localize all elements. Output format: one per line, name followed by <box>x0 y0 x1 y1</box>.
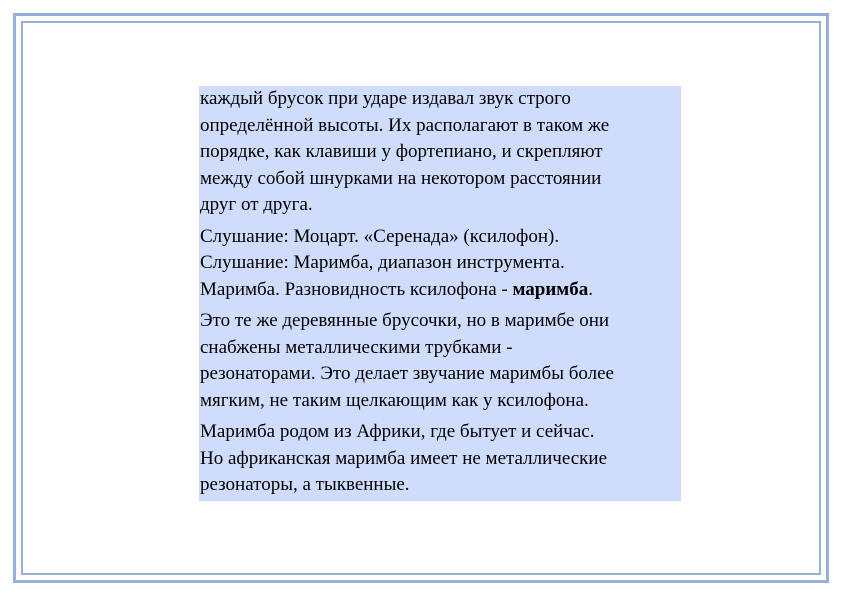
paragraph-description <box>200 86 681 219</box>
text-line: каждый брусок при ударе издавал звук строго <box>200 88 571 109</box>
paragraph-listening <box>200 224 681 304</box>
text-line-marimba <box>200 277 681 304</box>
text-line: резонаторами. Это делает звучание маримбы более <box>200 363 614 384</box>
bold-term-marimba: маримба <box>512 278 589 300</box>
slide-text-box <box>199 86 681 501</box>
text-line: друг от друга. <box>200 194 313 215</box>
text-fragment: Маримба. Разновидность ксилофона - <box>200 278 513 300</box>
text-line: Маримба родом из Африки, где бытует и сейчас. <box>200 421 595 442</box>
text-line: резонаторы, а тыквенные. <box>200 474 410 495</box>
paragraph-marimba-description <box>200 308 681 414</box>
text-line: снабжены металлическими трубками - <box>200 336 513 358</box>
text-line: определённой высоты. Их располагают в таком же <box>200 114 610 136</box>
text-line: между собой шнурками на некотором расстоянии <box>200 167 602 189</box>
text-line: Слушание: Моцарт. «Серенада» (ксилофон). <box>200 225 560 247</box>
paragraph-marimba-origin <box>200 419 681 499</box>
text-line: Но африканская маримба имеет не металлические <box>200 447 608 469</box>
text-line: Слушание: Маримба, диапазон инструмента. <box>200 252 565 273</box>
text-fragment: . <box>588 278 594 300</box>
text-line: Это те же деревянные брусочки, но в маримбе они <box>200 310 610 331</box>
text-line: мягким, не таким щелкающим как у ксилофона. <box>200 389 589 411</box>
text-line: порядке, как клавиши у фортепиано, и скрепляют <box>200 141 603 162</box>
